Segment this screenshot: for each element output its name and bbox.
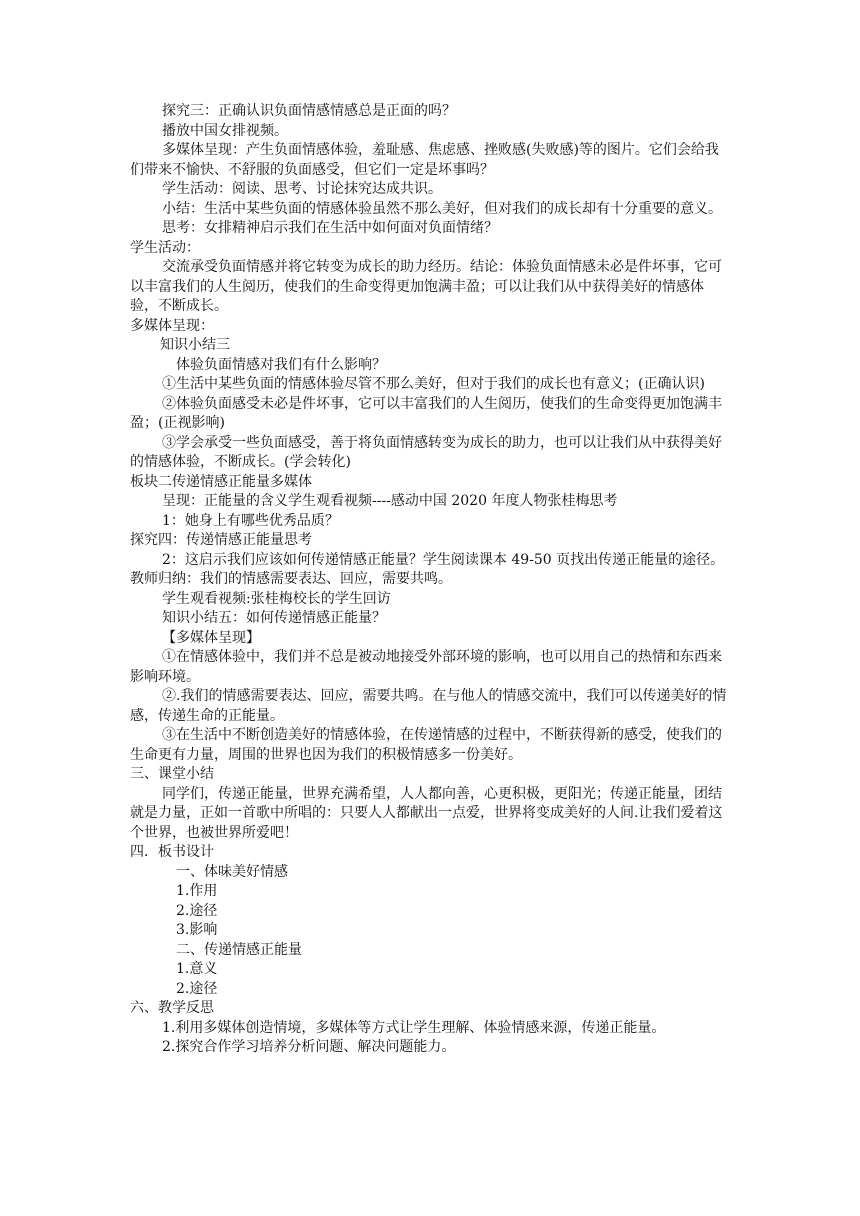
section-label: 多媒体呈现： — [130, 317, 214, 334]
paragraph: 1.利用多媒体创造情境，多媒体等方式让学生理解、体验情感来源，传递正能量。 — [162, 1019, 666, 1036]
outline-item: 1.作用 — [176, 883, 218, 899]
outline-item: 2.途径 — [176, 980, 218, 997]
list-item: ③在生活中不断创造美好的情感体验，在传递情感的过程中，不断获得新的感受，使我们的生命更有力量，周围的世界也因为我们的积极情感多一份美好。 — [130, 727, 722, 763]
paragraph: 同学们，传递正能量，世界充满希望，人人都向善，心更积极，更阳光；传递正能量，团结就是力量，正如一首歌中所唱的：只要人人都献出一点爱，世界将变成美好的人间.让我们爱着这个世界，也被世界所爱吧！ — [130, 785, 723, 841]
section-heading: 三、课堂小结 — [130, 766, 214, 782]
outline-item: 二、传递情感正能量 — [176, 941, 302, 958]
section-heading: 四．板书设计 — [130, 844, 214, 860]
list-item: ②体验负面感受未必是件坏事，它可以丰富我们的人生阅历，使我们的生命变得更加饱满丰盈；(正视影响) — [130, 395, 722, 431]
paragraph: 播放中国女排视频。 — [162, 122, 288, 139]
subheading: 知识小结三 — [160, 337, 230, 353]
paragraph: 交流承受负面情感并将它转变为成长的助力经历。结论：体验负面情感未必是件坏事，它可以丰富我们的人生阅历，使我们的生命变得更加饱满丰盈；可以让我们从中获得美好的情感体验，不断成长。 — [130, 259, 722, 314]
list-item: ①在情感体验中，我们并不总是被动地接受外部环境的影响，也可以用自己的热情和东西来影响环境。 — [130, 649, 722, 685]
outline-item: 1.意义 — [176, 961, 218, 977]
outline-item: 一、体味美好情感 — [176, 863, 288, 880]
list-item: ①生活中某些负面的情感体验尽管不那么美好，但对于我们的成长也有意义；(正确认识) — [162, 376, 705, 392]
list-item: ③学会承受一些负面感受，善于将负面情感转变为成长的助力，也可以让我们从中获得美好的情感体验，不断成长。(学会转化) — [130, 434, 722, 470]
paragraph: 多媒体呈现：产生负面情感体验，羞耻感、焦虑感、挫败感(失败感)等的图片。它们会给我们带来不愉快、不舒服的负面感受，但它们一定是坏事吗？ — [130, 142, 719, 178]
paragraph: 呈现：正能量的含义学生观看视频----感动中国 2020 年度人物张桂梅思考 — [162, 493, 618, 509]
question: 体验负面情感对我们有什么影响？ — [176, 356, 386, 373]
section-heading: 板块二传递情感正能量多媒体 — [130, 473, 312, 490]
paragraph: 学生活动：阅读、思考、讨论抹究达成共识。 — [162, 181, 442, 197]
paragraph: 学生观看视频:张桂梅校长的学生回访 — [162, 590, 391, 607]
paragraph: 探究三：正确认识负面情感情感总是正面的吗？ — [162, 103, 456, 119]
paragraph: 2：这启示我们应该如何传递情感正能量？学生阅读课本 49-50 页找出传递正能量的途径。教师归纳：我们的情感需要表达、回应，需要共鸣。 — [130, 551, 725, 587]
paragraph: 思考：女排精神启示我们在生活中如何面对负面情绪？ — [162, 220, 498, 236]
section-heading: 六、教学反思 — [130, 1000, 214, 1016]
paragraph: 2.探究合作学习培养分析问题、解决问题能力。 — [162, 1039, 456, 1055]
list-item: ②.我们的情感需要表达、回应，需要共鸣。在与他人的情感交流中，我们可以传递美好的情感，传递生命的正能量。 — [130, 688, 727, 724]
outline-item: 2.途径 — [176, 902, 218, 919]
paragraph: 知识小结五：如何传递情感正能量？ — [162, 610, 386, 626]
document-body — [130, 102, 730, 1058]
section-label: 学生活动： — [130, 239, 200, 256]
section-label: 探究四：传递情感正能量思考 — [130, 532, 312, 548]
outline-item: 3.影响 — [176, 922, 218, 938]
paragraph: 小结：生活中某些负面的情感体验虽然不那么美好，但对我们的成长却有十分重要的意义。 — [162, 200, 722, 217]
paragraph: 【多媒体呈现】 — [162, 629, 260, 646]
paragraph: 1：她身上有哪些优秀品质？ — [162, 512, 339, 529]
